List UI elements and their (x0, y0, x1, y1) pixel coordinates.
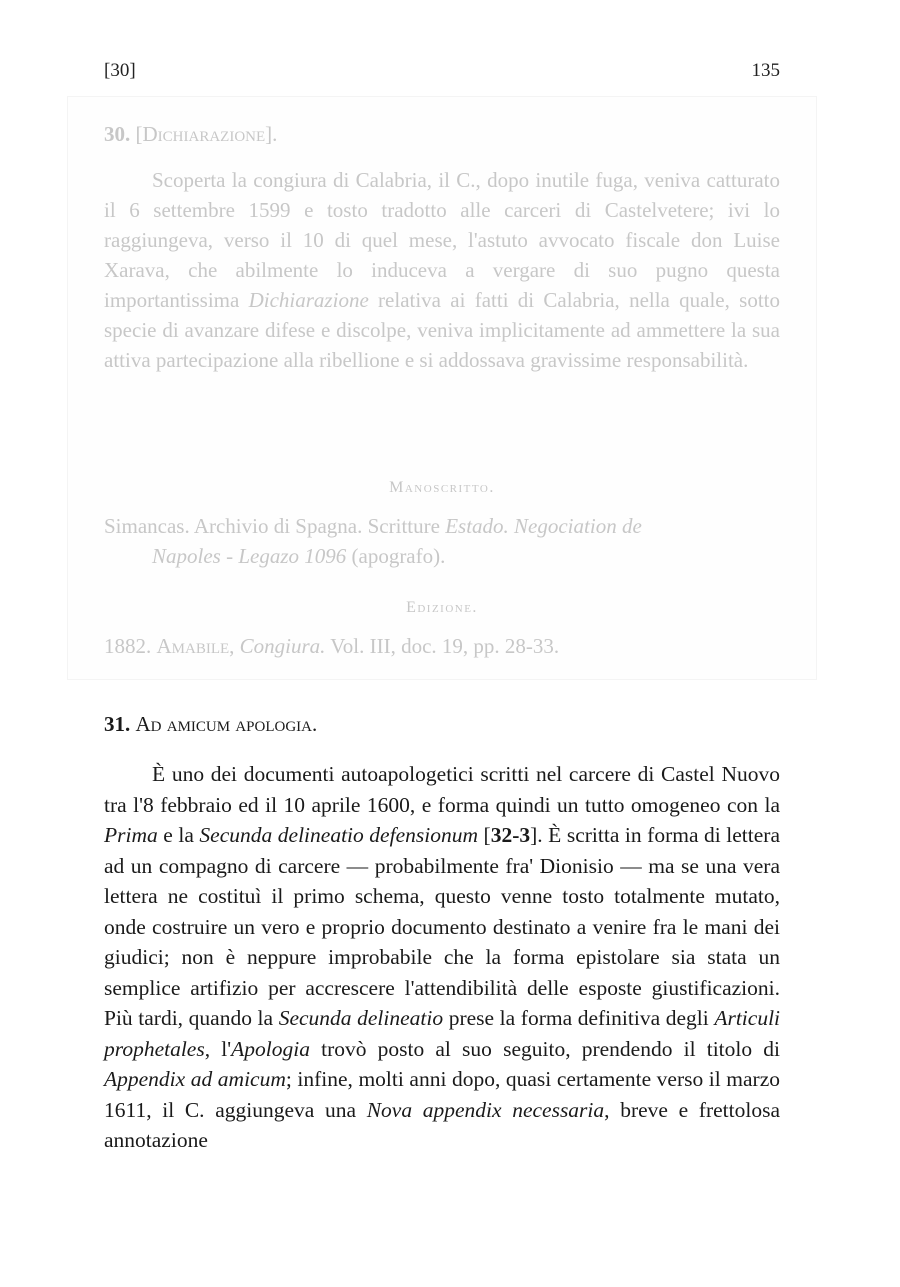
italic-run: Secunda delineatio defensionum (199, 823, 478, 847)
text-run: ]. È scritta in forma di lettera ad un compagno di carcere — probabilmente fra' Dionisio — ma se una vera lettera ne costituì il primo schema, questo venne tosto totalmente mutato, onde costruire un vero e proprio documento destinato a venire fra le mani dei giudici; non è neppure improbabile che la forma epistolare sia stata un semplice artifizio per accrescere l'attendibilità delle esposte giustificazioni. Più tardi, quando la (104, 823, 780, 1030)
edition-author: Amabile, (156, 634, 235, 658)
header-reference: [30] (104, 60, 136, 81)
text-run: e la (157, 823, 200, 847)
text-run: [ (477, 823, 491, 847)
text-run: Simancas. Archivio di Spagna. Scritture (104, 514, 446, 538)
italic-run: Apologia (231, 1036, 310, 1061)
edition-entry (104, 631, 780, 661)
manuscript-entry (104, 511, 780, 571)
manuscript-heading: Manoscritto. (389, 479, 495, 496)
section-30-title: [Dichiarazione]. (135, 122, 278, 146)
italic-run: Dichiarazione (248, 288, 369, 312)
italic-run: Appendix ad amicum (104, 1067, 286, 1091)
edition-year: 1882. (104, 634, 157, 658)
page-header (104, 60, 780, 88)
text-run: ; infine, molti anni dopo, quasi certamente verso il marzo 1611, il C. aggiungeva una (104, 1067, 780, 1122)
page-number: 135 (751, 60, 780, 81)
faded-section-30 (68, 97, 816, 679)
italic-run: Secunda delineatio (278, 1006, 444, 1030)
text-run: Scoperta la congiura di Calabria, il C., dopo inutile fuga, veniva catturato il 6 settembre 1599 e tosto tradotto alle carceri di Castelvetere; ivi lo raggiungeva, verso il 10 di quel mese, l'astuto avvocato fiscale don Luise Xarava, che abilmente lo induceva a vergare di suo pugno questa importantissima (104, 168, 780, 312)
edition-details: Vol. III, doc. 19, pp. 28-33. (325, 634, 560, 658)
section-31-body (104, 759, 780, 1156)
text-run: È uno dei documenti autoapologetici scritti nel carcere di Castel Nuovo tra l'8 febbraio ed il 10 aprile 1600, e forma quindi un tutto omogeneo con la (104, 762, 780, 817)
text-run: , l' (204, 1036, 232, 1061)
text-run: trovò posto al suo seguito, prendendo il titolo di (309, 1036, 780, 1061)
section-30-body (104, 165, 780, 375)
text-run: (apografo). (346, 544, 446, 568)
section-30-number: 30. (104, 122, 131, 146)
section-31-title: Ad amicum apologia. (135, 712, 318, 736)
edition-heading: Edizione. (406, 599, 478, 616)
edition-work: Congiura. (239, 634, 326, 658)
section-30-heading (104, 119, 780, 149)
italic-run: Nova appendix necessaria (366, 1097, 605, 1122)
italic-run: Estado. Negociation de (445, 514, 642, 538)
cross-reference: 32-3 (490, 823, 531, 847)
italic-run: Napoles - Legazo 1096 (152, 544, 347, 568)
text-run: prese la forma definitiva degli (443, 1006, 715, 1030)
italic-run: Articuli prophetales (104, 1006, 781, 1061)
section-31-number: 31. (104, 712, 131, 736)
text-run: relativa ai fatti di Calabria, nella quale, sotto specie di avanzare difese e discolpe, veniva implicitamente ad ammettere la sua attiva partecipazione alla ribellione e si addossava gravissime responsabilità. (104, 288, 780, 372)
section-31-heading (104, 712, 780, 737)
text-run: , breve e frettolosa annotazione (104, 1097, 780, 1152)
italic-run: Prima (104, 823, 158, 847)
